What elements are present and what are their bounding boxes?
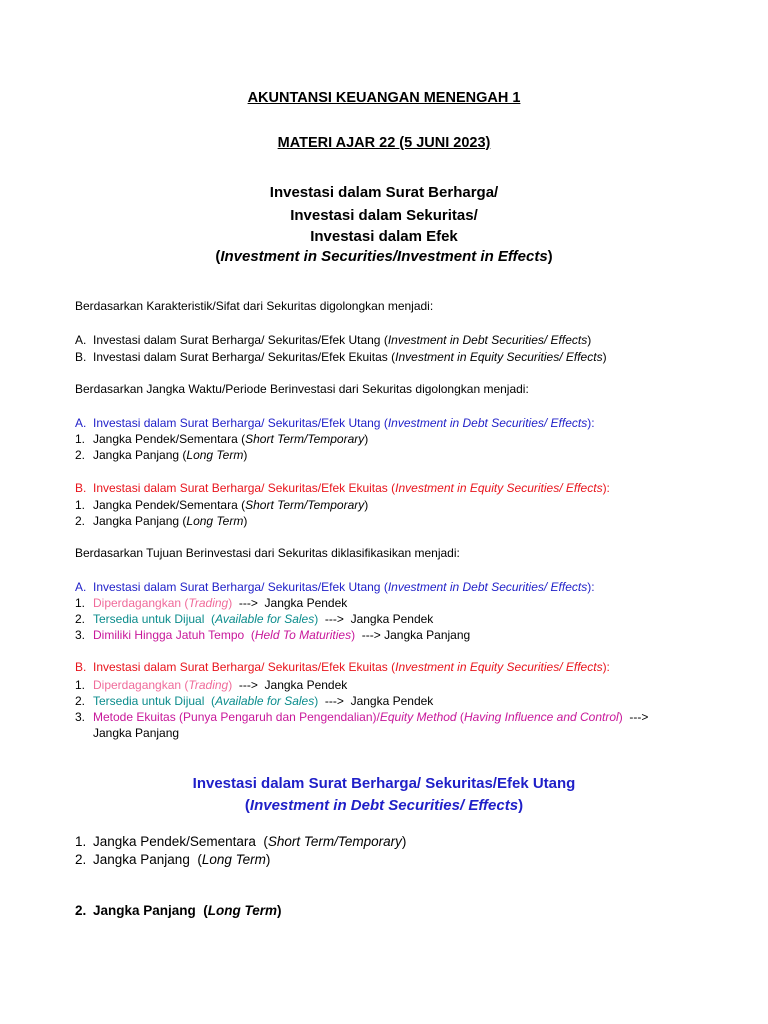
item-text: Investasi dalam Surat Berharga/ Sekuritas/Efek Ekuitas ( <box>93 481 396 495</box>
item-italic: Long Term <box>186 514 244 528</box>
section4-heading-line-2 <box>0 797 768 814</box>
paren-close: ) <box>518 797 524 814</box>
item-italic-2: Having Influence and Control <box>463 710 619 724</box>
section4-item-2 <box>75 851 270 869</box>
english-heading: Investment in Debt Securities/ Effects <box>249 797 519 814</box>
section3-group-a-item-3 <box>75 627 470 643</box>
item-close: ) <box>351 628 356 642</box>
list-marker: 1. <box>75 678 86 692</box>
item-close: ) <box>587 333 592 347</box>
item-arrow: ---> Jangka Pendek <box>318 694 434 708</box>
item-label: Metode Ekuitas (Punya Pengaruh dan Pengendalian)/ <box>93 710 380 724</box>
section4-heading-line-1: Investasi dalam Surat Berharga/ Sekuritas/Efek Utang <box>192 775 576 792</box>
section2-group-b-heading <box>75 480 610 496</box>
item-italic: Investment in Equity Securities/ Effects <box>395 350 603 364</box>
main-title-line-3: Investasi dalam Efek <box>310 228 458 245</box>
item-italic: Investment in Debt Securities/ Effects <box>387 333 588 347</box>
section2-intro: Berdasarkan Jangka Waktu/Periode Berinvestasi dari Sekuritas digolongkan menjadi: <box>75 382 529 396</box>
item-text: Jangka Panjang ( <box>93 852 202 867</box>
item-close: ): <box>587 580 595 594</box>
materi-title: MATERI AJAR 22 (5 JUNI 2023) <box>277 135 491 151</box>
list-marker: 2. <box>75 852 87 867</box>
section3-group-b-item-2 <box>75 693 433 709</box>
item-close: ) <box>401 834 407 849</box>
item-close: ) <box>618 710 623 724</box>
item-italic: Long Term <box>186 448 244 462</box>
item-text: Jangka Pendek/Sementara ( <box>93 432 246 446</box>
section2-group-a-heading <box>75 415 595 431</box>
item-close: ) <box>228 678 233 692</box>
item-text: Investasi dalam Surat Berharga/ Sekuritas/Efek Utang ( <box>93 416 388 430</box>
section2-group-a-item-1 <box>75 431 368 447</box>
list-marker: 2. <box>75 694 86 708</box>
section3-group-a-item-2 <box>75 611 433 627</box>
item-arrow: ---> Jangka Pendek <box>318 612 434 626</box>
list-marker: 1. <box>75 834 87 849</box>
item-close: ) <box>364 498 369 512</box>
item-arrow: ---> Jangka Pendek <box>232 596 348 610</box>
item-label: Diperdagangkan ( <box>93 596 189 610</box>
item-label-2: ( <box>456 710 464 724</box>
list-marker: 2. <box>75 903 87 918</box>
item-italic: Short Term/Temporary <box>245 498 365 512</box>
item-italic: Held To Maturities <box>254 628 352 642</box>
item-close: ) <box>364 432 369 446</box>
item-italic: Available for Sales <box>215 612 315 626</box>
section4-final-item <box>75 902 282 920</box>
item-italic: Investment in Equity Securities/ Effects <box>395 481 603 495</box>
section2-group-b-item-2 <box>75 513 247 529</box>
list-marker: B. <box>75 350 87 364</box>
item-close: ) <box>277 903 282 918</box>
item-text: Jangka Panjang ( <box>93 514 187 528</box>
item-label: Dimiliki Hingga Jatuh Tempo ( <box>93 628 255 642</box>
item-text: Investasi dalam Surat Berharga/ Sekuritas/Efek Utang ( <box>93 333 388 347</box>
section3-intro: Berdasarkan Tujuan Berinvestasi dari Sekuritas diklasifikasikan menjadi: <box>75 546 460 560</box>
section3-group-b-item-3-continuation: Jangka Panjang <box>93 726 180 740</box>
list-marker: 1. <box>75 596 86 610</box>
item-close: ) <box>228 596 233 610</box>
item-arrow: ---> Jangka Panjang <box>355 628 471 642</box>
list-marker: 3. <box>75 710 86 724</box>
item-label: Diperdagangkan ( <box>93 678 189 692</box>
list-marker: B. <box>75 660 87 674</box>
item-italic: Short Term/Temporary <box>245 432 365 446</box>
item-italic: Trading <box>188 596 229 610</box>
list-marker: A. <box>75 580 87 594</box>
list-marker: 1. <box>75 432 86 446</box>
list-marker: 3. <box>75 628 86 642</box>
item-close: ): <box>602 481 610 495</box>
list-marker: 2. <box>75 448 86 462</box>
section2-group-b-item-1 <box>75 497 368 513</box>
english-title: Investment in Securities/Investment in Effects <box>220 248 548 265</box>
item-label: Tersedia untuk Dijual ( <box>93 694 216 708</box>
section4-item-1 <box>75 833 406 851</box>
item-italic: Available for Sales <box>215 694 315 708</box>
item-italic: Trading <box>188 678 229 692</box>
item-close: ) <box>243 514 248 528</box>
item-arrow: ---> Jangka Pendek <box>232 678 348 692</box>
paren-open: ( <box>215 248 221 265</box>
course-title: AKUNTANSI KEUANGAN MENENGAH 1 <box>247 90 521 106</box>
section1-intro: Berdasarkan Karakteristik/Sifat dari Sekuritas digolongkan menjadi: <box>75 299 434 313</box>
list-marker: 2. <box>75 514 86 528</box>
item-close: ) <box>243 448 248 462</box>
main-title-line-4 <box>0 248 768 265</box>
section3-group-a-item-1 <box>75 595 347 611</box>
item-label: Tersedia untuk Dijual ( <box>93 612 216 626</box>
paren-close: ) <box>547 248 553 265</box>
section3-group-b-item-1 <box>75 677 347 693</box>
item-text: Investasi dalam Surat Berharga/ Sekuritas/Efek Ekuitas ( <box>93 350 396 364</box>
section1-item-b <box>75 349 607 365</box>
section3-group-a-heading <box>75 579 595 595</box>
item-italic: Short Term/Temporary <box>267 834 402 849</box>
section3-group-b-heading <box>75 659 610 675</box>
main-title-line-1: Investasi dalam Surat Berharga/ <box>269 184 499 201</box>
list-marker: A. <box>75 416 87 430</box>
item-close: ) <box>265 852 271 867</box>
item-arrow: ---> <box>622 710 649 724</box>
list-marker: A. <box>75 333 87 347</box>
item-close: ) <box>314 612 319 626</box>
item-close: ) <box>602 350 607 364</box>
list-marker: B. <box>75 481 87 495</box>
section2-group-a-item-2 <box>75 447 247 463</box>
item-close: ): <box>587 416 595 430</box>
list-marker: 1. <box>75 498 86 512</box>
item-text: Investasi dalam Surat Berharga/ Sekuritas/Efek Ekuitas ( <box>93 660 396 674</box>
item-text: Jangka Panjang ( <box>93 448 187 462</box>
item-close: ): <box>602 660 610 674</box>
item-text: Jangka Pendek/Sementara ( <box>93 498 246 512</box>
main-title-line-2: Investasi dalam Sekuritas/ <box>290 207 478 224</box>
item-text: Investasi dalam Surat Berharga/ Sekuritas/Efek Utang ( <box>93 580 388 594</box>
item-italic: Investment in Equity Securities/ Effects <box>395 660 603 674</box>
item-close: ) <box>314 694 319 708</box>
paren-open: ( <box>244 797 250 814</box>
list-marker: 2. <box>75 612 86 626</box>
item-text: Jangka Pendek/Sementara ( <box>93 834 268 849</box>
section1-item-a <box>75 332 591 348</box>
item-italic: Long Term <box>207 903 278 918</box>
section3-group-b-item-3 <box>75 709 648 725</box>
item-text: Jangka Panjang ( <box>93 903 208 918</box>
item-italic: Investment in Debt Securities/ Effects <box>387 416 588 430</box>
item-italic: Equity Method <box>379 710 457 724</box>
item-italic: Long Term <box>201 852 266 867</box>
item-italic: Investment in Debt Securities/ Effects <box>387 580 588 594</box>
